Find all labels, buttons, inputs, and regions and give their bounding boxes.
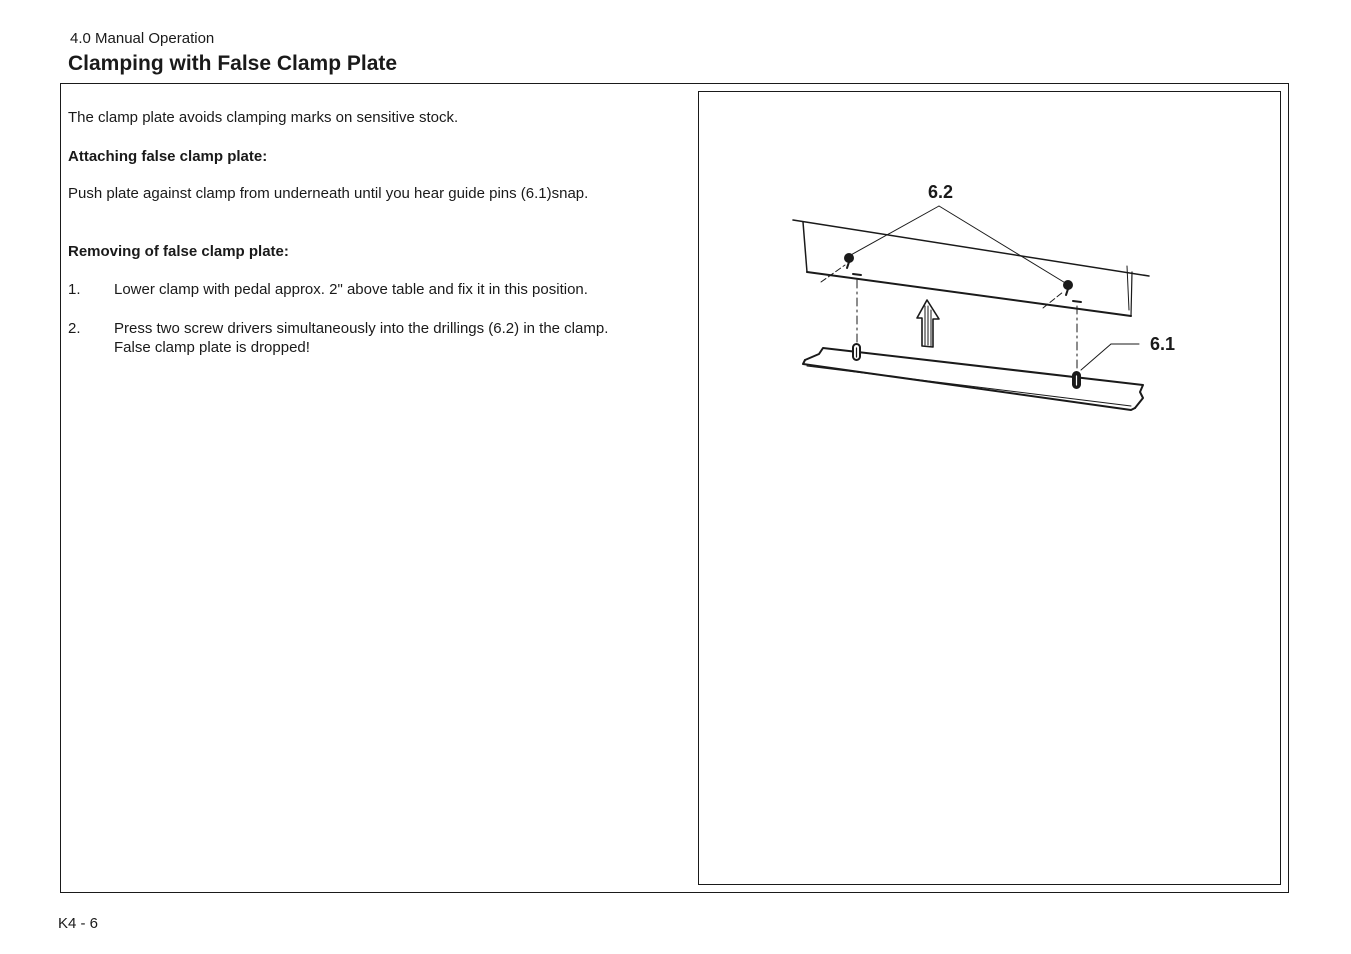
callout-label-drillings: 6.2 bbox=[928, 182, 954, 202]
page-number: K4 - 6 bbox=[58, 915, 99, 932]
step-text: Lower clamp with pedal approx. 2" above table and fix it in this position. bbox=[114, 281, 588, 298]
intro-text: The clamp plate avoids clamping marks on sensitive stock. bbox=[68, 109, 459, 126]
remove-heading: Removing of false clamp plate: bbox=[68, 243, 289, 260]
callout-leader-drillings bbox=[849, 206, 1067, 284]
guide-pin-right bbox=[1073, 372, 1080, 388]
drilling-right bbox=[1043, 281, 1073, 309]
step-text: Press two screw drivers simultaneously into the drillings (6.2) in the clamp. bbox=[114, 320, 609, 337]
page-title: Clamping with False Clamp Plate bbox=[68, 52, 398, 75]
step-note: False clamp plate is dropped! bbox=[114, 339, 310, 356]
section-label: 4.0 Manual Operation bbox=[70, 30, 215, 47]
up-arrow-icon bbox=[917, 300, 939, 347]
callout-label-pins: 6.1 bbox=[1150, 334, 1176, 354]
callout-leader-pins bbox=[1081, 344, 1139, 370]
step-body bbox=[114, 319, 634, 357]
step-number: 1. bbox=[68, 281, 81, 298]
attach-text: Push plate against clamp from underneath until you hear guide pins (6.1)snap. bbox=[68, 185, 589, 202]
attach-heading: Attaching false clamp plate: bbox=[68, 148, 268, 165]
guide-pin-left bbox=[853, 344, 860, 360]
step-number: 2. bbox=[68, 320, 81, 337]
clamp-plate-illustration bbox=[699, 92, 1282, 886]
figure-frame bbox=[698, 91, 1281, 885]
